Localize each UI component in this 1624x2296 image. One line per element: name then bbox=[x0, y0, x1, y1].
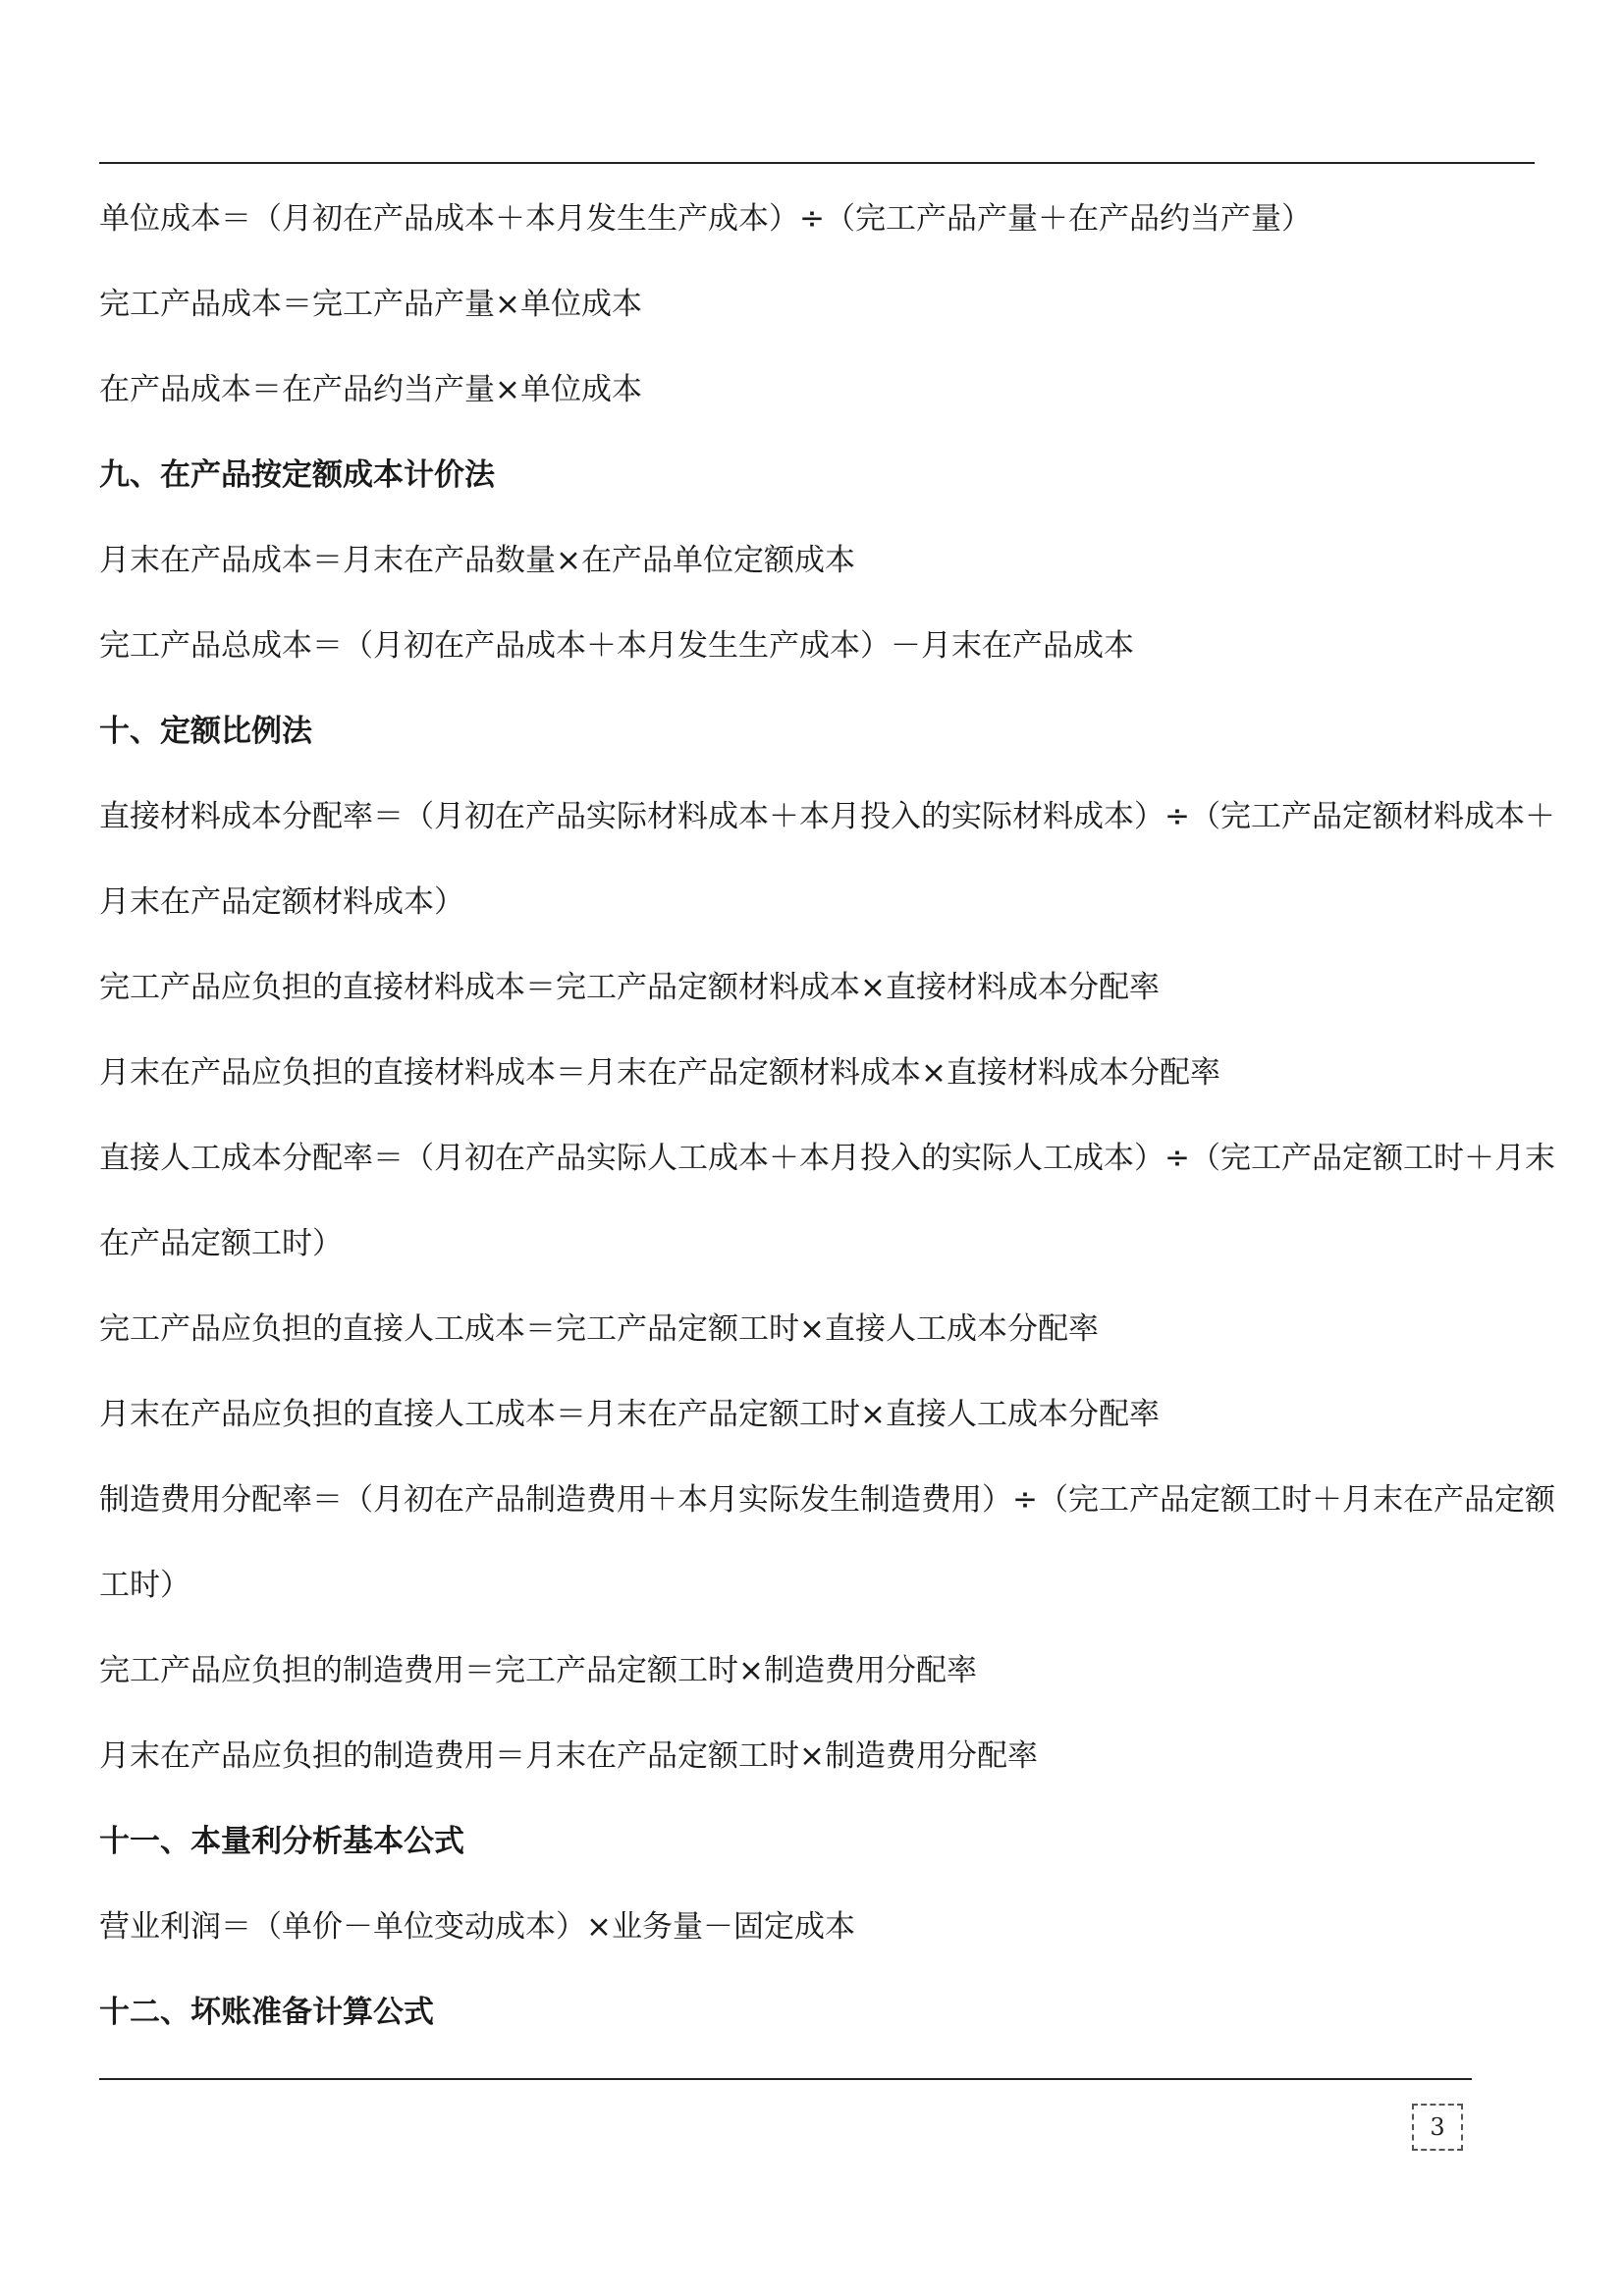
section-heading: 十、定额比例法 bbox=[99, 714, 312, 749]
formula-line: 完工产品应负担的直接人工成本＝完工产品定额工时×直接人工成本分配率 bbox=[99, 1311, 1099, 1347]
section-heading: 十一、本量利分析基本公式 bbox=[99, 1824, 464, 1859]
document-body bbox=[99, 177, 1555, 2056]
formula-line: 完工产品应负担的制造费用＝完工产品定额工时×制造费用分配率 bbox=[99, 1653, 977, 1688]
formula-line: 单位成本＝（月初在产品成本＋本月发生生产成本）÷（完工产品产量＋在产品约当产量） bbox=[99, 201, 1312, 237]
formula-line: 营业利润＝（单价－单位变动成本）×业务量－固定成本 bbox=[99, 1909, 855, 1945]
formula-line: 完工产品总成本＝（月初在产品成本＋本月发生生产成本）－月末在产品成本 bbox=[99, 628, 1134, 664]
formula-line: 月末在产品成本＝月末在产品数量×在产品单位定额成本 bbox=[99, 543, 855, 578]
header-rule bbox=[99, 162, 1535, 164]
formula-line: 在产品成本＝在产品约当产量×单位成本 bbox=[99, 372, 642, 407]
formula-line: 完工产品成本＝完工产品产量×单位成本 bbox=[99, 287, 642, 322]
section-heading: 十二、坏账准备计算公式 bbox=[99, 1995, 434, 2030]
formula-line: 直接人工成本分配率＝（月初在产品实际人工成本＋本月投入的实际人工成本）÷（完工产品定额工时＋月末 bbox=[99, 1141, 1555, 1176]
formula-line: 在产品定额工时） bbox=[99, 1226, 343, 1261]
formula-line: 月末在产品应负担的直接材料成本＝月末在产品定额材料成本×直接材料成本分配率 bbox=[99, 1055, 1220, 1091]
formula-line: 工时） bbox=[99, 1568, 190, 1603]
formula-line: 制造费用分配率＝（月初在产品制造费用＋本月实际发生制造费用）÷（完工产品定额工时＋月末在产品定额 bbox=[99, 1482, 1555, 1518]
section-heading: 九、在产品按定额成本计价法 bbox=[99, 457, 495, 493]
formula-line: 月末在产品应负担的制造费用＝月末在产品定额工时×制造费用分配率 bbox=[99, 1738, 1038, 1774]
page-number: 3 bbox=[1412, 2104, 1463, 2151]
formula-line: 月末在产品应负担的直接人工成本＝月末在产品定额工时×直接人工成本分配率 bbox=[99, 1397, 1160, 1432]
footer-rule bbox=[99, 2078, 1472, 2080]
formula-line: 直接材料成本分配率＝（月初在产品实际材料成本＋本月投入的实际材料成本）÷（完工产品定额材料成本＋ bbox=[99, 799, 1555, 834]
formula-line: 完工产品应负担的直接材料成本＝完工产品定额材料成本×直接材料成本分配率 bbox=[99, 970, 1160, 1005]
formula-line: 月末在产品定额材料成本） bbox=[99, 884, 464, 920]
